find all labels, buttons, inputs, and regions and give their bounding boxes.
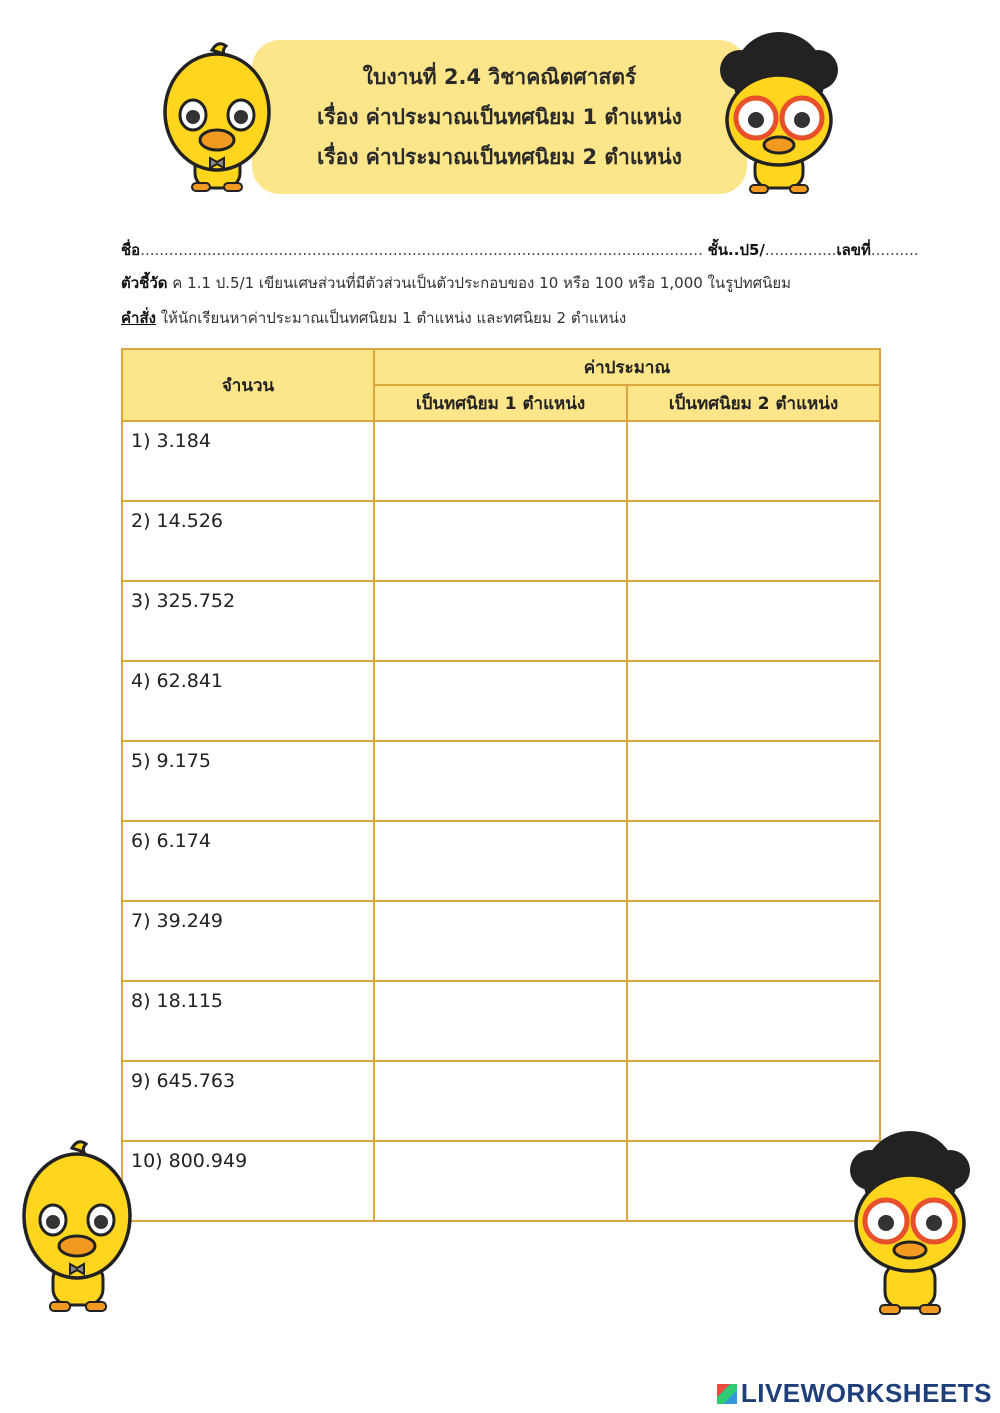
duck-mascot-icon [20,1138,135,1316]
answer-1-decimal-cell[interactable] [374,981,627,1061]
table-row [122,501,880,581]
watermark-text: LIVEWORKSHEETS [740,1378,992,1408]
class-blank[interactable]: ............... [764,241,837,259]
indicator-line [121,271,881,295]
instruction-label: คำสั่ง [121,309,156,327]
answer-1-decimal-cell[interactable] [374,741,627,821]
number-blank[interactable]: .......... [870,241,919,259]
row-number: 9) 645.763 [122,1061,374,1141]
row-number: 3) 325.752 [122,581,374,661]
number-label: เลขที่ [836,241,871,259]
table-row [122,901,880,981]
row-number: 2) 14.526 [122,501,374,581]
estimation-table [121,348,881,1222]
row-number: 1) 3.184 [122,421,374,501]
logo-icon [717,1384,737,1404]
class-label: ชั้น..ป5/ [707,241,765,259]
answer-1-decimal-cell[interactable] [374,501,627,581]
table-row [122,741,880,821]
row-number: 10) 800.949 [122,1141,374,1221]
table-row [122,981,880,1061]
answer-1-decimal-cell[interactable] [374,821,627,901]
liveworksheets-logo [717,1378,992,1409]
table-row [122,661,880,741]
table-row [122,1141,880,1221]
indicator-label: ตัวชี้วัด [121,274,168,292]
answer-2-decimal-cell[interactable] [627,581,880,661]
duck-with-glasses-icon [710,30,848,198]
row-number: 6) 6.174 [122,821,374,901]
answer-2-decimal-cell[interactable] [627,981,880,1061]
row-number: 8) 18.115 [122,981,374,1061]
instruction-text: ให้นักเรียนหาค่าประมาณเป็นทศนิยม 1 ตำแหน่ง และทศนิยม 2 ตำแหน่ง [160,309,627,327]
indicator-text: ค 1.1 ป.5/1 เขียนเศษส่วนที่มีตัวส่วนเป็นตัวประกอบของ 10 หรือ 100 หรือ 1,000 ในรูปทศนิยม [172,274,792,292]
title-banner [252,40,747,194]
worksheet-subtitle-2: เรื่อง ค่าประมาณเป็นทศนิยม 2 ตำแหน่ง [317,145,682,169]
answer-1-decimal-cell[interactable] [374,661,627,741]
answer-2-decimal-cell[interactable] [627,821,880,901]
table-row [122,1061,880,1141]
answer-1-decimal-cell[interactable] [374,421,627,501]
answer-2-decimal-cell[interactable] [627,741,880,821]
answer-2-decimal-cell[interactable] [627,421,880,501]
answer-1-decimal-cell[interactable] [374,1061,627,1141]
worksheet-title: ใบงานที่ 2.4 วิชาคณิตศาสตร์ [362,65,637,89]
table-row [122,581,880,661]
answer-2-decimal-cell[interactable] [627,501,880,581]
header-number: จำนวน [122,349,374,421]
answer-1-decimal-cell[interactable] [374,1141,627,1221]
answer-1-decimal-cell[interactable] [374,581,627,661]
header-2-decimal: เป็นทศนิยม 2 ตำแหน่ง [627,385,880,421]
answer-1-decimal-cell[interactable] [374,901,627,981]
header-1-decimal: เป็นทศนิยม 1 ตำแหน่ง [374,385,627,421]
student-info-line [121,238,919,262]
row-number: 7) 39.249 [122,901,374,981]
table-row [122,421,880,501]
duck-mascot-icon [160,40,275,195]
instruction-line [121,306,881,330]
table-row [122,821,880,901]
answer-2-decimal-cell[interactable] [627,901,880,981]
row-number: 4) 62.841 [122,661,374,741]
duck-with-glasses-icon [840,1128,980,1320]
row-number: 5) 9.175 [122,741,374,821]
header-estimate: ค่าประมาณ [374,349,880,385]
worksheet-subtitle-1: เรื่อง ค่าประมาณเป็นทศนิยม 1 ตำแหน่ง [317,105,682,129]
answer-2-decimal-cell[interactable] [627,661,880,741]
name-blank[interactable]: ...................................................................................................................... [140,241,703,259]
name-label: ชื่อ [121,241,141,259]
